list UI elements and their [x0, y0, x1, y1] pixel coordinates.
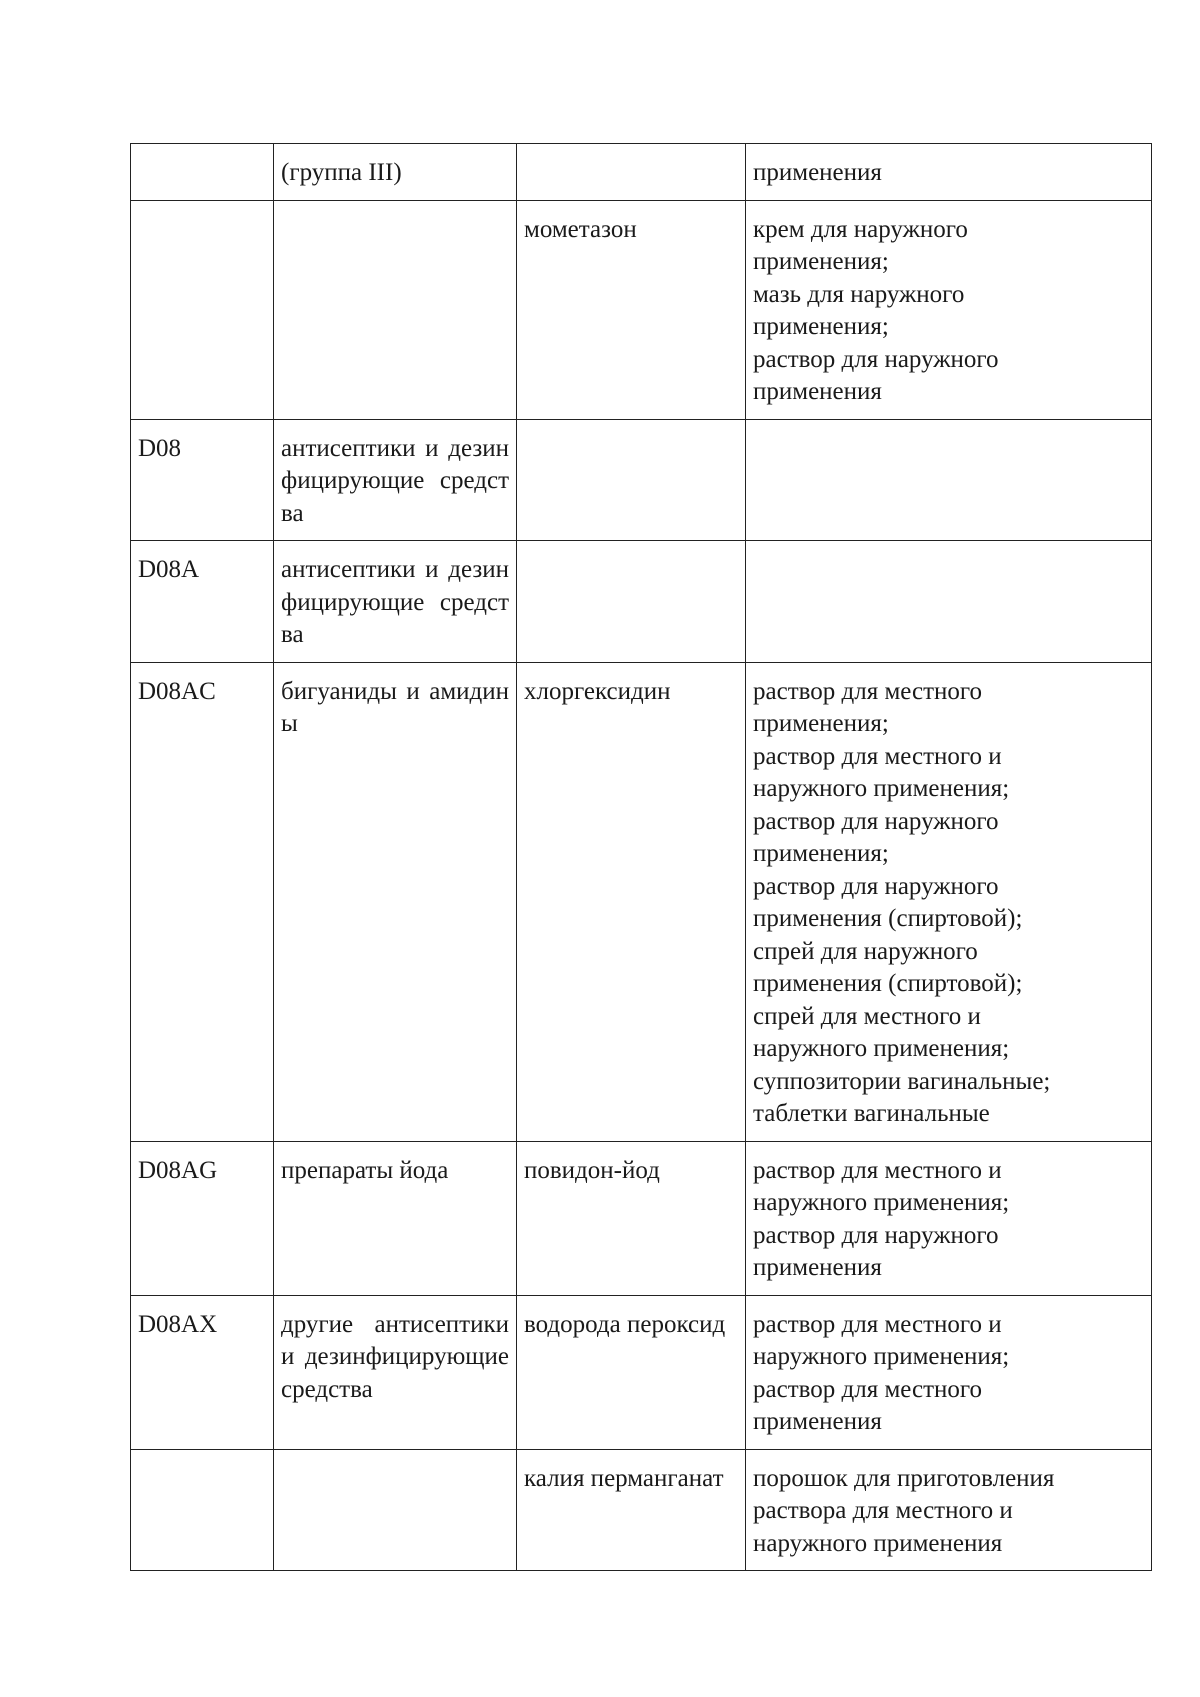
dosage-form-cell: [746, 200, 1152, 419]
atc-code-cell: D08A: [131, 541, 274, 663]
dosage-form-line: таблетки вагинальные: [753, 1100, 990, 1127]
dosage-form-line: применения;: [753, 313, 889, 340]
table-row: [131, 1449, 1152, 1571]
dosage-form-line: применения: [753, 1254, 882, 1281]
substance-cell: [517, 144, 746, 201]
dosage-form-line: спрей для местного и: [753, 1002, 981, 1030]
group-cell: бигуаниды и амидины: [274, 662, 517, 1141]
dosage-form-line: спрей для наружного: [753, 937, 978, 965]
dosage-form-cell: [746, 662, 1152, 1141]
table-row: [131, 1141, 1152, 1295]
drug-classification-table: [130, 143, 1152, 1571]
group-cell: антисептики и дезинфицирующие средства: [274, 541, 517, 663]
table-row: [131, 144, 1152, 201]
dosage-form-line: раствор для наружного: [753, 345, 999, 373]
table-row: [131, 662, 1152, 1141]
dosage-form-line: раствора для местного и: [753, 1497, 1013, 1524]
dosage-form-line: наружного применения;: [753, 1343, 1010, 1370]
dosage-form-line: раствор для местного: [753, 1375, 983, 1403]
substance-cell: мометазон: [517, 200, 746, 419]
atc-code-cell: [131, 200, 274, 419]
atc-code-cell: D08AG: [131, 1141, 274, 1295]
dosage-form-cell: [746, 1141, 1152, 1295]
dosage-form-line: применения;: [753, 710, 889, 737]
dosage-form-cell: [746, 419, 1152, 541]
group-cell: (группа III): [274, 144, 517, 201]
dosage-form-line: наружного применения: [753, 1529, 1003, 1557]
dosage-form-line: наружного применения;: [753, 775, 1010, 802]
dosage-form-line: раствор для местного и: [753, 742, 1002, 770]
dosage-form-line: применения: [753, 159, 882, 186]
table-row: [131, 419, 1152, 541]
atc-code-cell: D08AX: [131, 1295, 274, 1449]
dosage-form-line: раствор для местного и: [753, 1310, 1002, 1338]
dosage-form-line: раствор для наружного: [753, 807, 999, 835]
dosage-form-line: порошок для приготовления: [753, 1464, 1055, 1492]
group-cell: препараты йода: [274, 1141, 517, 1295]
dosage-form-line: раствор для местного: [753, 677, 983, 705]
dosage-form-line: раствор для наружного: [753, 1221, 999, 1249]
substance-cell: [517, 541, 746, 663]
table-row: [131, 541, 1152, 663]
substance-cell: [517, 419, 746, 541]
dosage-form-line: применения: [753, 1408, 882, 1435]
table-row: [131, 1295, 1152, 1449]
group-cell: антисептики и дезинфицирующие средства: [274, 419, 517, 541]
atc-code-cell: [131, 144, 274, 201]
dosage-form-line: крем для наружного: [753, 215, 968, 243]
dosage-form-line: суппозитории вагинальные;: [753, 1067, 1051, 1095]
dosage-form-line: раствор для местного и: [753, 1156, 1002, 1184]
atc-code-cell: D08: [131, 419, 274, 541]
atc-code-cell: [131, 1449, 274, 1571]
group-cell: [274, 200, 517, 419]
substance-cell: водорода пероксид: [517, 1295, 746, 1449]
dosage-form-line: применения (спиртовой);: [753, 970, 1023, 997]
dosage-form-line: наружного применения;: [753, 1189, 1010, 1216]
group-cell: другие антисептики и дезинфицирующие средства: [274, 1295, 517, 1449]
dosage-form-cell: [746, 1295, 1152, 1449]
substance-cell: хлоргексидин: [517, 662, 746, 1141]
dosage-form-line: раствор для наружного: [753, 872, 999, 900]
dosage-form-line: наружного применения;: [753, 1035, 1010, 1062]
dosage-form-line: мазь для наружного: [753, 280, 965, 308]
dosage-form-line: применения;: [753, 248, 889, 275]
dosage-form-cell: [746, 144, 1152, 201]
dosage-form-cell: [746, 541, 1152, 663]
substance-cell: калия перманганат: [517, 1449, 746, 1571]
dosage-form-cell: [746, 1449, 1152, 1571]
table-row: [131, 200, 1152, 419]
substance-cell: повидон-йод: [517, 1141, 746, 1295]
dosage-form-line: применения (спиртовой);: [753, 905, 1023, 932]
atc-code-cell: D08AC: [131, 662, 274, 1141]
dosage-form-line: применения: [753, 378, 882, 405]
group-cell: [274, 1449, 517, 1571]
dosage-form-line: применения;: [753, 840, 889, 867]
